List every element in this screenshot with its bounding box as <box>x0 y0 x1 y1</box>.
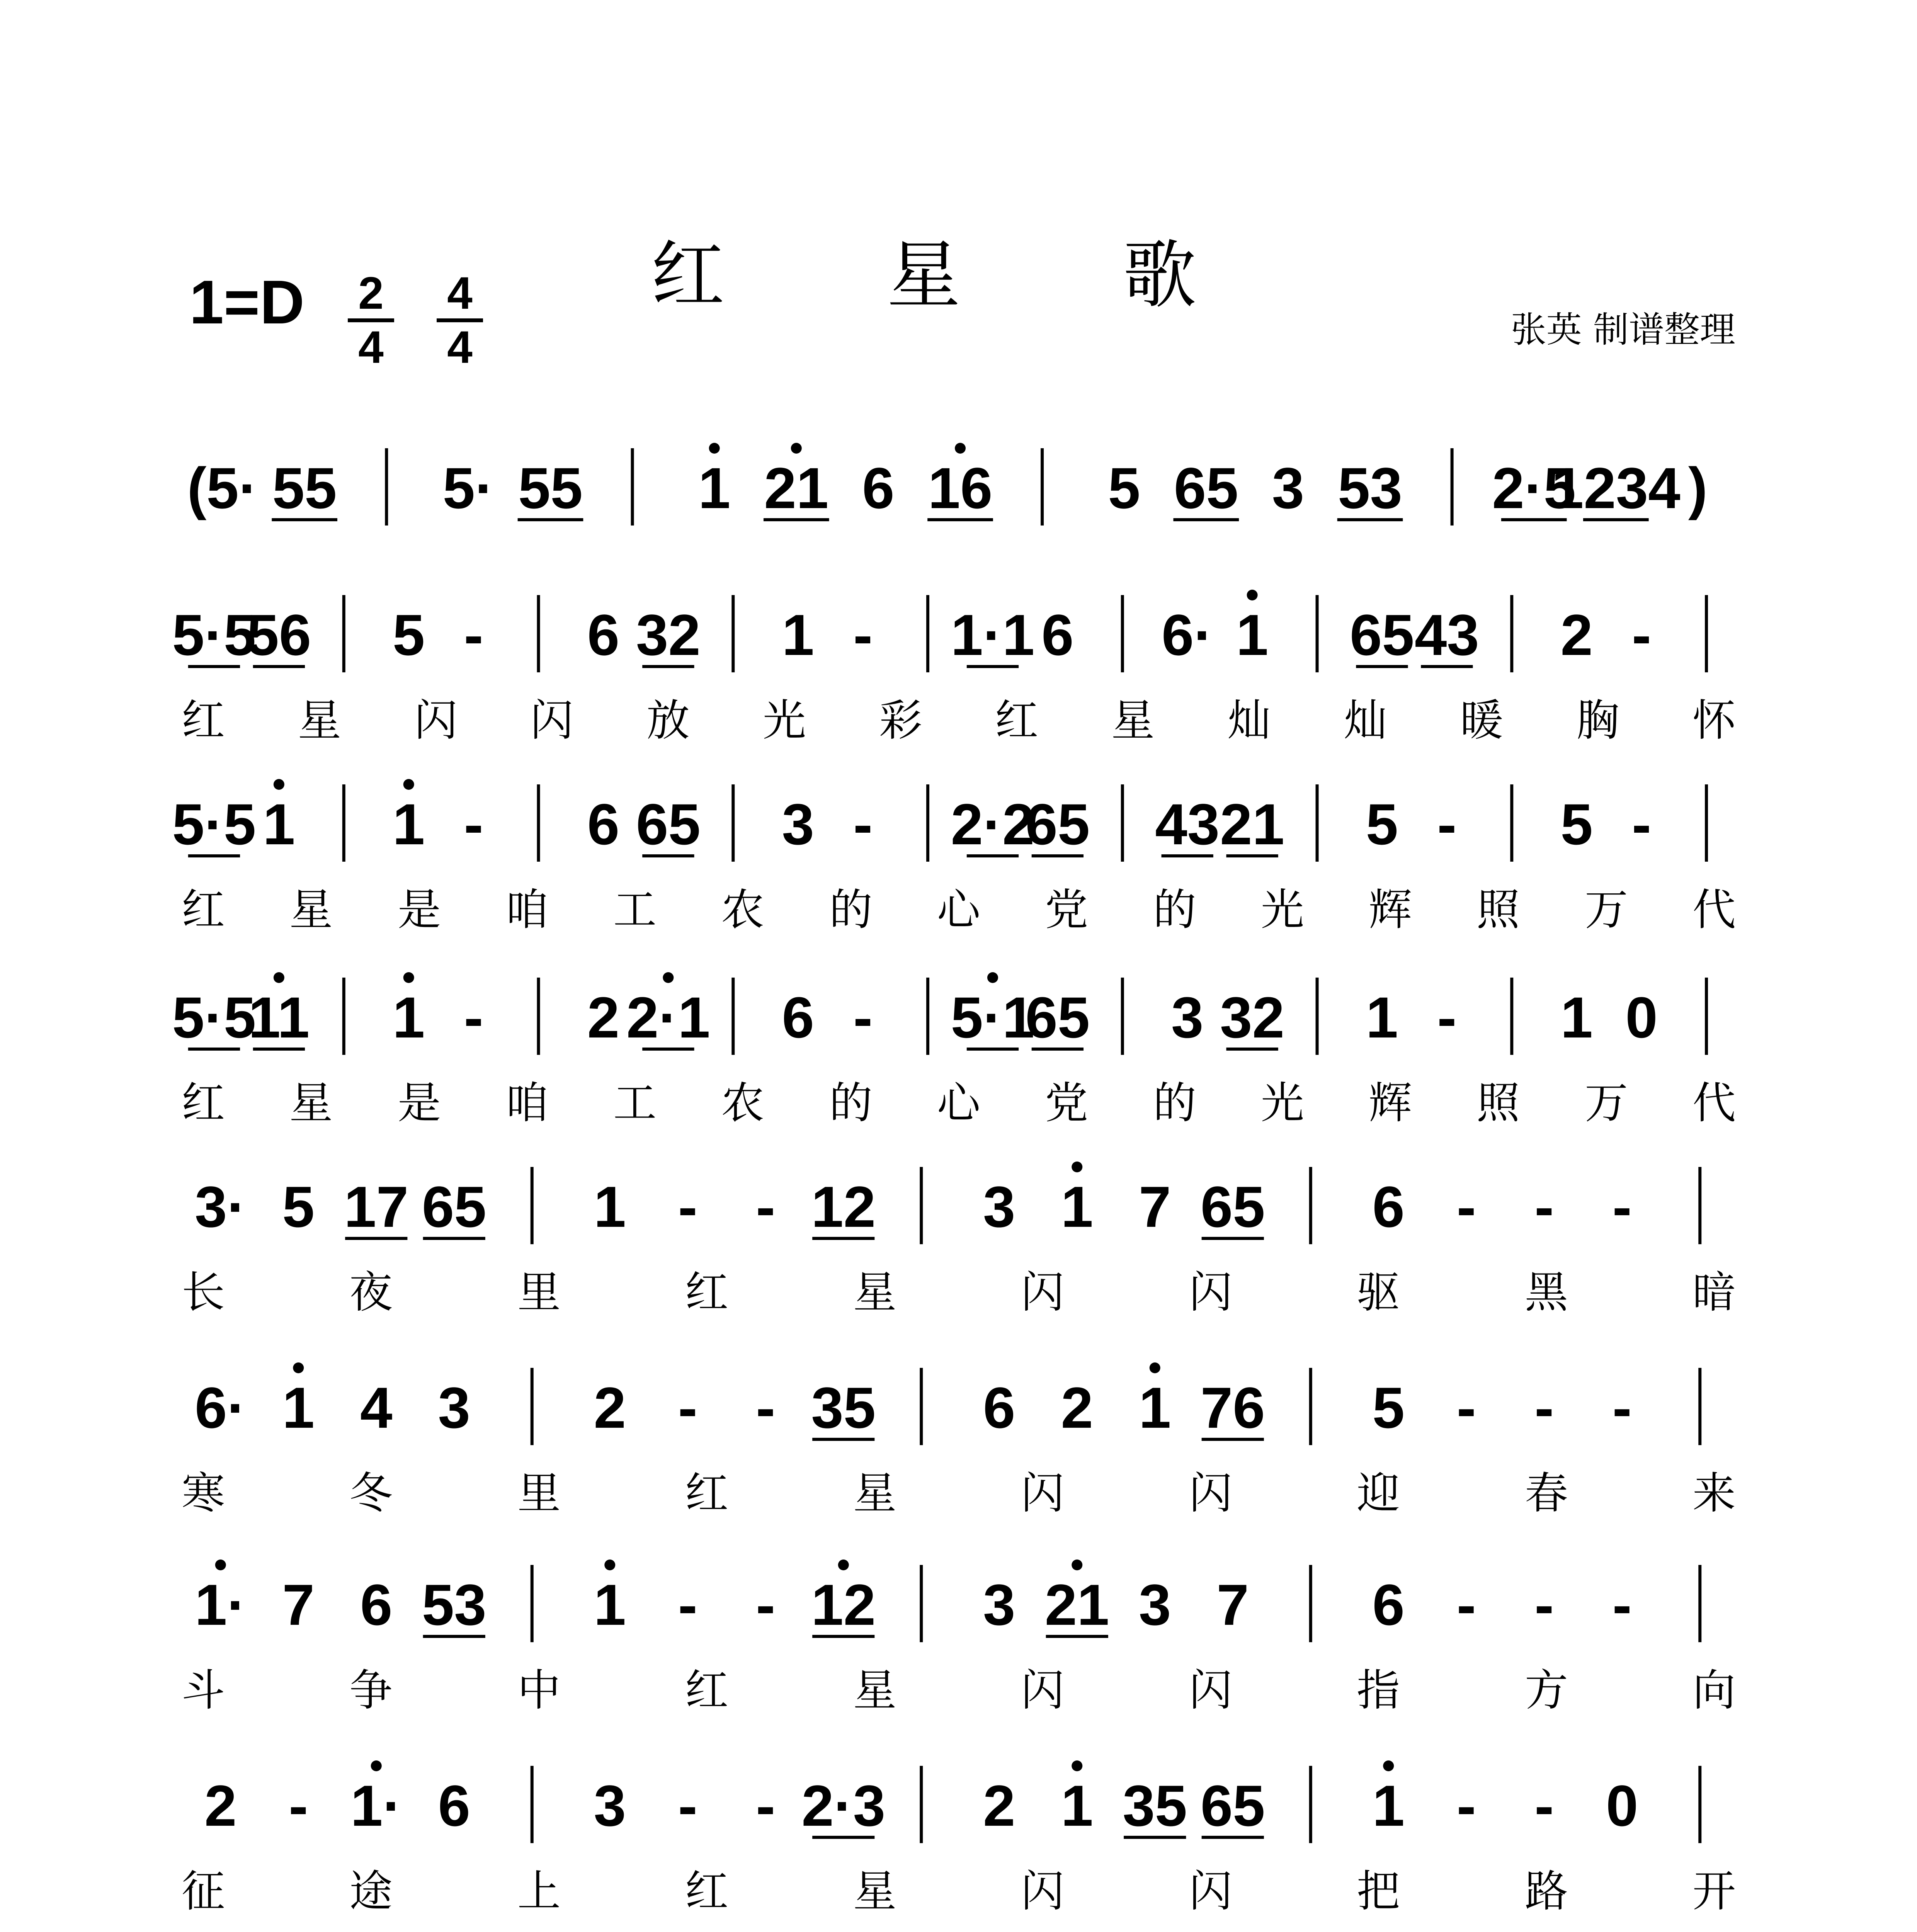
note-group: - <box>1534 1174 1554 1239</box>
notes-line-4 <box>172 962 1739 1063</box>
note-group: 53 <box>1338 456 1402 520</box>
notes-line-8 <box>182 1750 1739 1851</box>
note-group: 1 <box>1236 602 1269 667</box>
note-group: 5·1 <box>951 985 1035 1050</box>
lyric-char: 暖 <box>1460 696 1503 746</box>
note-group: 1· <box>350 1773 402 1838</box>
note-group: 6 <box>1372 1174 1405 1239</box>
note-group: 65 <box>1350 602 1414 667</box>
note-group: 65 <box>1025 792 1090 857</box>
lyric-char: 放 <box>646 696 690 746</box>
lyric-char: 方 <box>1525 1665 1568 1716</box>
note-group: 65 <box>1025 985 1090 1050</box>
note-group: 3 <box>594 1773 626 1838</box>
system-1 <box>182 433 1739 580</box>
note-group: 2 <box>983 1773 1015 1838</box>
lyric-char: 党 <box>1045 1078 1088 1128</box>
note-group: - <box>1456 1773 1476 1838</box>
note-group: - <box>853 602 873 667</box>
note-group: 1 <box>698 456 731 520</box>
note-group: 1 <box>782 602 814 667</box>
octave-dot <box>403 779 414 790</box>
lyric-char: 来 <box>1692 1468 1736 1519</box>
lyric-char: 是 <box>398 885 441 935</box>
note-group: - <box>678 1375 697 1440</box>
lyric-char: 闪 <box>1189 1866 1232 1917</box>
notes-line-6 <box>182 1352 1739 1453</box>
note-group: - <box>1632 792 1652 857</box>
note-group: 11 <box>248 985 310 1050</box>
octave-dot <box>838 1560 849 1570</box>
lyric-char: 闪 <box>1021 1866 1064 1917</box>
notes-line-5 <box>182 1151 1739 1252</box>
octave-dot <box>1072 1760 1082 1771</box>
note-group: 21 <box>764 456 829 520</box>
note-group: 1 <box>1139 1375 1171 1440</box>
note-group: - <box>853 792 873 857</box>
note-group: 1·1 <box>951 602 1035 667</box>
lyric-char: 指 <box>1357 1665 1400 1716</box>
note-group: 17 <box>344 1174 409 1239</box>
note-group: 5 <box>1366 792 1398 857</box>
lyric-char: 闪 <box>1189 1468 1232 1519</box>
octave-dot <box>663 972 674 983</box>
notes-line-2 <box>172 580 1739 680</box>
lyric-char: 星 <box>853 1267 896 1318</box>
note-group: 2·2 <box>951 792 1035 857</box>
lyric-char: 黑 <box>1525 1267 1568 1318</box>
note-group: 3 <box>438 1375 470 1440</box>
lyric-char: 灿 <box>1228 696 1271 746</box>
note-group: - <box>1632 602 1652 667</box>
lyric-char: 辉 <box>1369 1078 1412 1128</box>
note-group: 5 <box>1108 456 1140 520</box>
note-group: 5·5 <box>172 602 256 667</box>
note-group: 65 <box>636 792 701 857</box>
lyric-char: 胸 <box>1576 696 1619 746</box>
lyric-char: 中 <box>517 1665 561 1716</box>
note-group: - <box>756 1174 776 1239</box>
note-group: 2·3 <box>801 1773 886 1838</box>
note-group: 32 <box>1220 985 1285 1050</box>
note-group: 6 <box>1041 602 1074 667</box>
note-group: 21 <box>1220 792 1285 857</box>
note-group: 43 <box>1414 602 1479 667</box>
note-group: - <box>1456 1174 1476 1239</box>
note-group: 1 <box>594 1174 626 1239</box>
note-group: - <box>1456 1572 1476 1637</box>
notes-line-1 <box>182 433 1739 533</box>
note-group: 3 <box>983 1174 1015 1239</box>
lyric-char: 的 <box>1153 885 1196 935</box>
lyric-char: 光 <box>1261 1078 1304 1128</box>
lyric-char: 闪 <box>530 696 573 746</box>
notes-line-3 <box>172 769 1739 869</box>
lyric-char: 闪 <box>1189 1267 1232 1318</box>
octave-dot <box>274 779 284 790</box>
note-group: 5 <box>282 1174 315 1239</box>
lyric-char: 夜 <box>349 1267 393 1318</box>
lyric-char: 光 <box>763 696 806 746</box>
lyric-char: 咱 <box>505 1078 549 1128</box>
lyric-char: 星 <box>298 696 341 746</box>
lyric-char: 的 <box>1153 1078 1196 1128</box>
note-group: 7 <box>1139 1174 1171 1239</box>
system-7 <box>182 1549 1739 1716</box>
note-group: 6 <box>587 792 620 857</box>
octave-dot <box>1383 1760 1394 1771</box>
lyric-char: 心 <box>937 885 980 935</box>
note-group: - <box>756 1773 776 1838</box>
lyric-char: 斗 <box>182 1665 225 1716</box>
note-group: 76 <box>1200 1375 1265 1440</box>
note-group: 3 <box>983 1572 1015 1637</box>
lyric-char: 红 <box>995 696 1038 746</box>
note-group: 5·5 <box>172 792 256 857</box>
system-4 <box>172 962 1739 1128</box>
lyric-char: 里 <box>517 1468 561 1519</box>
note-group: 32 <box>636 602 701 667</box>
lyric-char: 红 <box>685 1665 728 1716</box>
lyric-char: 星 <box>289 1078 333 1128</box>
meter-2-4: 2 4 <box>348 270 394 370</box>
octave-dot <box>604 1560 615 1570</box>
system-8 <box>182 1750 1739 1917</box>
note-group: - <box>1612 1572 1632 1637</box>
note-group: 6 <box>983 1375 1015 1440</box>
octave-dot <box>1072 1162 1082 1172</box>
note-group: 2 <box>1061 1375 1093 1440</box>
lyric-char: 万 <box>1585 885 1628 935</box>
note-group: 7 <box>282 1572 315 1637</box>
note-group: 6 <box>1372 1572 1405 1637</box>
note-group: 1 <box>1061 1174 1093 1239</box>
lyric-char: 闪 <box>1189 1665 1232 1716</box>
lyric-char: 农 <box>721 885 764 935</box>
lyric-char: 闪 <box>1021 1267 1064 1318</box>
note-group: - <box>289 1773 308 1838</box>
octave-dot <box>371 1760 382 1771</box>
system-2 <box>172 580 1739 746</box>
note-group: 1 <box>1366 985 1398 1050</box>
lyric-char: 代 <box>1692 885 1736 935</box>
note-group: 1· <box>195 1572 247 1637</box>
note-group: 5·5 <box>172 985 256 1050</box>
lyric-char: 辉 <box>1369 885 1412 935</box>
lyric-char: 星 <box>289 885 333 935</box>
lyric-char: 农 <box>721 1078 764 1128</box>
note-group: 0 <box>1625 985 1658 1050</box>
note-group: 1 <box>263 792 295 857</box>
octave-dot <box>293 1362 304 1373</box>
note-group: 43 <box>1155 792 1220 857</box>
note-group: 5· <box>442 456 495 520</box>
octave-dot <box>1150 1362 1160 1373</box>
lyric-char: 星 <box>853 1866 896 1917</box>
meter-4-4: 4 4 <box>437 270 483 370</box>
octave-dot <box>274 972 284 983</box>
system-5 <box>182 1151 1739 1318</box>
note-group: 1 <box>1372 1773 1405 1838</box>
note-group: 2·1 <box>626 985 710 1050</box>
note-group: - <box>756 1375 776 1440</box>
note-group: 1234 <box>1551 456 1681 520</box>
note-group: 65 <box>1200 1773 1265 1838</box>
lyric-char: 冬 <box>349 1468 393 1519</box>
octave-dot <box>1072 1560 1082 1570</box>
note-group: 56 <box>247 602 311 667</box>
note-group: 6 <box>360 1572 393 1637</box>
note-group: - <box>1456 1375 1476 1440</box>
octave-dot <box>403 972 414 983</box>
key-signature: 1=D <box>189 267 304 337</box>
lyric-char: 驱 <box>1357 1267 1400 1318</box>
lyric-char: 红 <box>182 696 225 746</box>
note-group: - <box>1612 1174 1632 1239</box>
lyric-char: 把 <box>1357 1866 1400 1917</box>
lyric-char: 是 <box>398 1078 441 1128</box>
lyric-char: 怀 <box>1692 696 1736 746</box>
note-group: ) <box>1688 456 1708 520</box>
lyric-char: 星 <box>853 1468 896 1519</box>
note-group: 1 <box>1061 1773 1093 1838</box>
note-group: - <box>464 602 483 667</box>
note-group: 3· <box>195 1174 247 1239</box>
note-group: 6 <box>862 456 895 520</box>
note-group: 35 <box>1123 1773 1187 1838</box>
lyric-char: 工 <box>613 885 657 935</box>
octave-dot <box>709 443 720 454</box>
note-group: - <box>1437 985 1457 1050</box>
note-group: - <box>678 1174 697 1239</box>
lyric-char: 的 <box>829 885 873 935</box>
note-group: 65 <box>1200 1174 1265 1239</box>
notes-line-7 <box>182 1549 1739 1650</box>
note-group: 65 <box>1174 456 1238 520</box>
lyric-char: 闪 <box>414 696 458 746</box>
lyric-char: 红 <box>685 1866 728 1917</box>
octave-dot <box>1247 590 1258 600</box>
note-group: 6· <box>1162 602 1213 667</box>
lyric-char: 彩 <box>879 696 922 746</box>
system-6 <box>182 1352 1739 1519</box>
note-group: 53 <box>422 1572 486 1637</box>
note-group: - <box>853 985 873 1050</box>
note-group: 16 <box>928 456 993 520</box>
note-group: - <box>678 1773 697 1838</box>
note-group: 5 <box>1560 792 1593 857</box>
note-group: 7 <box>1216 1572 1249 1637</box>
note-group: 2 <box>594 1375 626 1440</box>
note-group: 2 <box>204 1773 237 1838</box>
lyric-char: 春 <box>1525 1468 1568 1519</box>
note-group: 1 <box>392 985 425 1050</box>
lyric-char: 向 <box>1692 1665 1736 1716</box>
lyric-char: 闪 <box>1021 1665 1064 1716</box>
note-group: - <box>464 792 483 857</box>
note-group: 4 <box>360 1375 393 1440</box>
note-group: 6 <box>782 985 814 1050</box>
lyric-char: 红 <box>685 1468 728 1519</box>
arranger-credit: 张英 制谱整理 <box>1510 309 1735 350</box>
lyric-char: 照 <box>1476 1078 1520 1128</box>
note-group: - <box>1534 1572 1554 1637</box>
note-group: 2·5 <box>1492 456 1576 520</box>
note-group: 2 <box>1560 602 1593 667</box>
lyric-char: 迎 <box>1357 1468 1400 1519</box>
lyric-char: 的 <box>829 1078 873 1128</box>
note-group: 65 <box>422 1174 486 1239</box>
lyric-char: 路 <box>1525 1866 1568 1917</box>
note-group: 0 <box>1606 1773 1638 1838</box>
lyric-char: 心 <box>937 1078 980 1128</box>
lyric-char: 星 <box>1111 696 1155 746</box>
lyric-char: 上 <box>517 1866 561 1917</box>
lyric-char: 万 <box>1585 1078 1628 1128</box>
lyric-char: 暗 <box>1692 1267 1736 1318</box>
lyric-char: 途 <box>349 1866 393 1917</box>
note-group: 5 <box>392 602 425 667</box>
note-group: 1 <box>392 792 425 857</box>
system-3 <box>172 769 1739 935</box>
octave-dot <box>791 443 802 454</box>
note-group: 3 <box>1171 985 1204 1050</box>
lyric-char: 灿 <box>1344 696 1387 746</box>
lyric-char: 长 <box>182 1267 225 1318</box>
note-group: - <box>756 1572 776 1637</box>
lyric-char: 红 <box>182 885 225 935</box>
note-group: 6 <box>438 1773 470 1838</box>
lyric-char: 开 <box>1692 1866 1736 1917</box>
octave-dot <box>955 443 966 454</box>
octave-dot <box>215 1560 226 1570</box>
note-group: 5 <box>1372 1375 1405 1440</box>
note-group: 55 <box>272 456 337 520</box>
lyric-char: 闪 <box>1021 1468 1064 1519</box>
note-group: 6· <box>195 1375 247 1440</box>
lyric-char: 咱 <box>505 885 549 935</box>
note-group: - <box>1612 1375 1632 1440</box>
lyric-char: 代 <box>1692 1078 1736 1128</box>
octave-dot <box>987 972 998 983</box>
note-group: 12 <box>811 1174 876 1239</box>
lyric-char: 寒 <box>182 1468 225 1519</box>
lyric-char: 星 <box>853 1665 896 1716</box>
lyric-char: 红 <box>182 1078 225 1128</box>
note-group: 2 <box>587 985 620 1050</box>
note-group: 6 <box>587 602 620 667</box>
lyric-char: 争 <box>349 1665 393 1716</box>
lyric-char: 照 <box>1476 885 1520 935</box>
note-group: - <box>464 985 483 1050</box>
note-group: 21 <box>1044 1572 1109 1637</box>
note-group: - <box>1534 1773 1554 1838</box>
note-group: - <box>678 1572 697 1637</box>
note-group: 1 <box>594 1572 626 1637</box>
note-group: 3 <box>782 792 814 857</box>
lyric-char: 征 <box>182 1866 225 1917</box>
lyric-char: 工 <box>613 1078 657 1128</box>
note-group: 12 <box>811 1572 876 1637</box>
note-group: 1 <box>1560 985 1593 1050</box>
lyric-char: 里 <box>517 1267 561 1318</box>
note-group: 35 <box>811 1375 876 1440</box>
note-group: - <box>1437 792 1457 857</box>
note-group: 3 <box>1139 1572 1171 1637</box>
lyric-char: 红 <box>685 1267 728 1318</box>
note-group: 1 <box>282 1375 315 1440</box>
lyric-char: 光 <box>1261 885 1304 935</box>
lyric-char: 党 <box>1045 885 1088 935</box>
note-group: 3 <box>1272 456 1305 520</box>
note-group: 55 <box>518 456 583 520</box>
note-group: (5· <box>187 456 258 520</box>
note-group: - <box>1534 1375 1554 1440</box>
page-title: 红 星 歌 <box>651 233 1266 318</box>
